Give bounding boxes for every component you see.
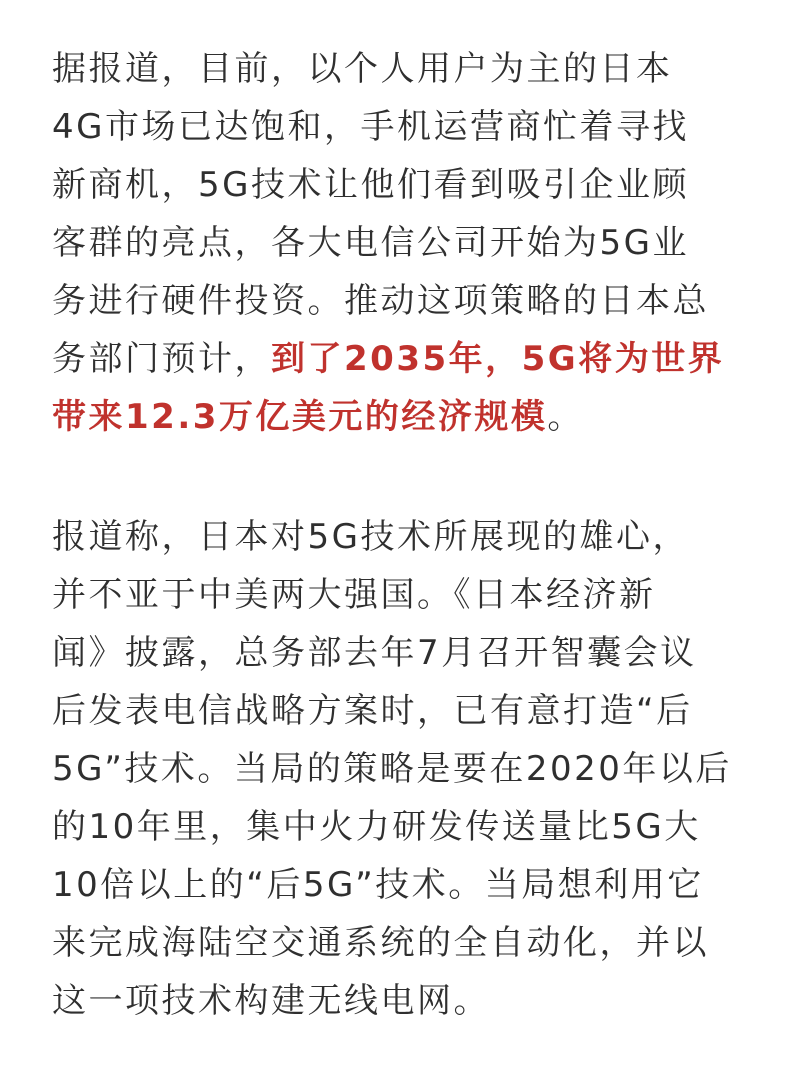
paragraph-post-5g-strategy: 报道称，日本对5G技术所展现的雄心， 并不亚于中美两大强国。《日本经济新 闻》披露，总务部去年7月召开智囊会议 后发表电信战略方案时，已有意打造“后 5G”技术。当局的策略是要在2020年以后 的10年里，集中火力研发传送量比5G大 10倍以上的“后5G”技术。当局想利用它 来完成海陆空交通系统的全自动化，并以 这一项技术构建无线电网。 <box>52 517 732 1021</box>
paragraph-text-end: 。 <box>547 397 584 437</box>
highlighted-forecast: 到了2035年，5G将为世界 带来12.3万亿美元的经济规模 <box>52 339 725 437</box>
paragraph-japan-5g-market <box>52 40 770 446</box>
paragraph-text: 据报道，目前，以个人用户为主的日本 4G市场已达饱和，手机运营商忙着寻找 新商机，5G技术让他们看到吸引企业顾 客群的亮点，各大电信公司开始为5G业 务进行硬件投资。推动这项策略的日本总 务部门预计， <box>52 49 709 379</box>
